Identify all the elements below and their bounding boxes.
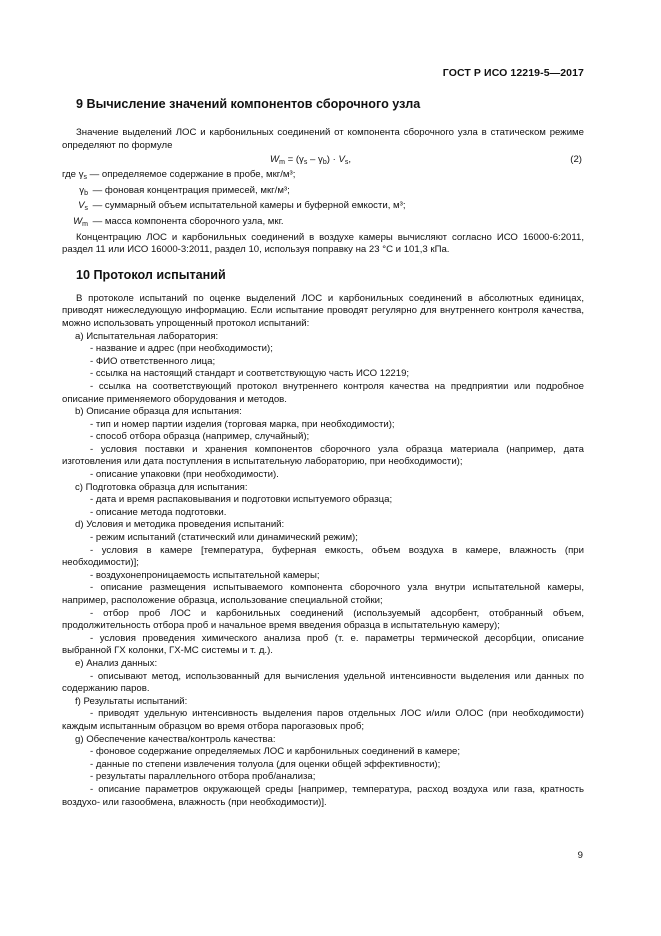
- list-item-c: c) Подготовка образца для испытания:: [75, 481, 248, 493]
- formula-w: W: [270, 154, 280, 166]
- definition-text: — суммарный объем испытательной камеры и буферной емкости, м³;: [92, 200, 406, 212]
- sub-item: - описывают метод, использованный для вычисления удельной интенсивности выделения или данных по содержанию паров.: [62, 670, 584, 695]
- list-item-f: f) Результаты испытаний:: [75, 695, 188, 707]
- section-9-intro: Значение выделений ЛОС и карбонильных соединений от компонента сборочного узла в статическом режиме определяют по формуле: [62, 127, 584, 151]
- formula-gamma-s: γ: [299, 154, 304, 166]
- sub-item: - дата и время распаковывания и подготовки испытуемого образца;: [90, 494, 393, 506]
- page-number: 9: [577, 850, 583, 861]
- sub-item: - условия проведения химического анализа проб (т. е. параметры термической десорбции, описание выбранной ГХ колонки, ГХ-МС системы и т. д.).: [62, 632, 584, 657]
- definition-symbol: $V_s$: [78, 200, 88, 213]
- definition-text: — фоновая концентрация примесей, мкг/м³;: [92, 184, 290, 196]
- formula: [270, 154, 351, 170]
- sub-item: - описание упаковки (при необходимости).: [90, 469, 279, 481]
- sub-item: - приводят удельную интенсивность выделения паров отдельных ЛОС и/или ОЛОС (при необходимости) каждым испытанным образцом во время отбора парогазовых проб;: [62, 708, 584, 732]
- definition-symbol: $\gamma_b$: [79, 184, 88, 197]
- section-9-conclusion: Концентрацию ЛОС и карбонильных соединений в воздухе камеры вычисляют согласно ИСО 16000-6:2011, раздел 11 или ИСО 16000-3:2011, раздел 10, используя поправку на 23 °С и 101,3 кПа.: [62, 231, 584, 256]
- sub-item: - описание размещения испытываемого компонента сборочного узла внутри испытательной камеры, например, расположение образца, использование специальной стойки;: [62, 582, 584, 606]
- sub-item: - фоновое содержание определяемых ЛОС и карбонильных соединений в камере;: [90, 746, 461, 758]
- formula-row: [62, 154, 584, 168]
- formula-minus: –: [307, 154, 319, 166]
- sub-item: - условия в камере [температура, буферная емкость, объем воздуха в камере, влажность (при необходимости)];: [62, 544, 584, 569]
- formula-gamma-b-sub: b: [322, 159, 327, 167]
- sub-item: - описание метода подготовки.: [90, 506, 227, 518]
- sub-item: - тип и номер партии изделия (торговая марка, при необходимости);: [90, 418, 395, 430]
- sub-item: - способ отбора образца (например, случайный);: [90, 431, 310, 443]
- sub-item: - отбор проб ЛОС и карбонильных соединений (используемый адсорбент, отобранный объем, продолжительность отбора проб и начальное время введения образца в испытательную камеру);: [62, 607, 584, 632]
- equation-number: (2): [570, 154, 582, 166]
- section-10-intro: В протоколе испытаний по оценке выделений ЛОС и карбонильных соединений в абсолютных единицах, приводят нижеследующую информацию. Если испытание проводят регулярно для внутреннего контроля качества, можно использовать упрощенный протокол испытаний:: [62, 292, 584, 329]
- sub-item: - ссылка на настоящий стандарт и соответствующую часть ИСО 12219;: [90, 368, 410, 380]
- list-item-b: b) Описание образца для испытания:: [75, 406, 242, 418]
- definition-symbol: $\gamma_s$: [78, 169, 87, 182]
- sub-item: - результаты параллельного отбора проб/анализа;: [90, 771, 316, 783]
- sub-item: - данные по степени извлечения толуола (для оценки общей эффективности);: [90, 758, 441, 770]
- sub-item: - воздухонепроницаемость испытательной камеры;: [90, 569, 320, 581]
- formula-eq-open: = (: [284, 154, 300, 166]
- where-word: где: [62, 169, 77, 181]
- definition-text: — масса компонента сборочного узла, мкг.: [92, 215, 284, 227]
- standard-header: ГОСТ Р ИСО 12219-5—2017: [442, 67, 584, 79]
- formula-w-sub: m: [279, 159, 285, 167]
- sub-item: - режим испытаний (статический или динамический режим);: [90, 532, 358, 544]
- formula-v-sub: s: [344, 159, 349, 167]
- list-item-a: a) Испытательная лаборатория:: [75, 330, 219, 342]
- formula-gamma-s-sub: s: [303, 159, 308, 167]
- list-item-e: e) Анализ данных:: [75, 657, 158, 669]
- sub-item: - название и адрес (при необходимости);: [90, 343, 273, 355]
- definition-row: [62, 216, 584, 232]
- definition-row: [62, 200, 584, 216]
- sub-item: - ссылка на соответствующий протокол внутреннего контроля качества на предприятии или подробное описание применяемого оборудования и методов.: [62, 380, 584, 405]
- definition-row: [62, 185, 584, 201]
- section-9-heading: 9 Вычисление значений компонентов сборочного узла: [76, 97, 421, 111]
- formula-gamma-b: γ: [318, 154, 323, 166]
- section-10-heading: 10 Протокол испытаний: [76, 267, 226, 282]
- definition-symbol: $W_m$: [73, 215, 88, 228]
- formula-end: ,: [348, 154, 352, 166]
- sub-item: - ФИО ответственного лица;: [90, 355, 216, 367]
- sub-item: - условия поставки и хранения компонентов сборочного узла образца материала (например, дата изготовления или дата поступления в испытательную лабораторию, при необходимости);: [62, 443, 584, 468]
- page-content: [62, 92, 584, 809]
- formula-mult: ) ·: [326, 154, 339, 166]
- formula-v: V: [338, 154, 345, 166]
- list-item-g: g) Обеспечение качества/контроль качества:: [75, 733, 276, 745]
- definition-text: — определяемое содержание в пробе, мкг/м³;: [89, 169, 296, 181]
- list-item-d: d) Условия и методика проведения испытаний:: [75, 519, 285, 531]
- definition-row: [62, 169, 584, 185]
- sub-item: - описание параметров окружающей среды [например, температура, расход воздуха или газа, кратность воздухо- или газообмена, влажность (при необходимости)].: [62, 783, 584, 808]
